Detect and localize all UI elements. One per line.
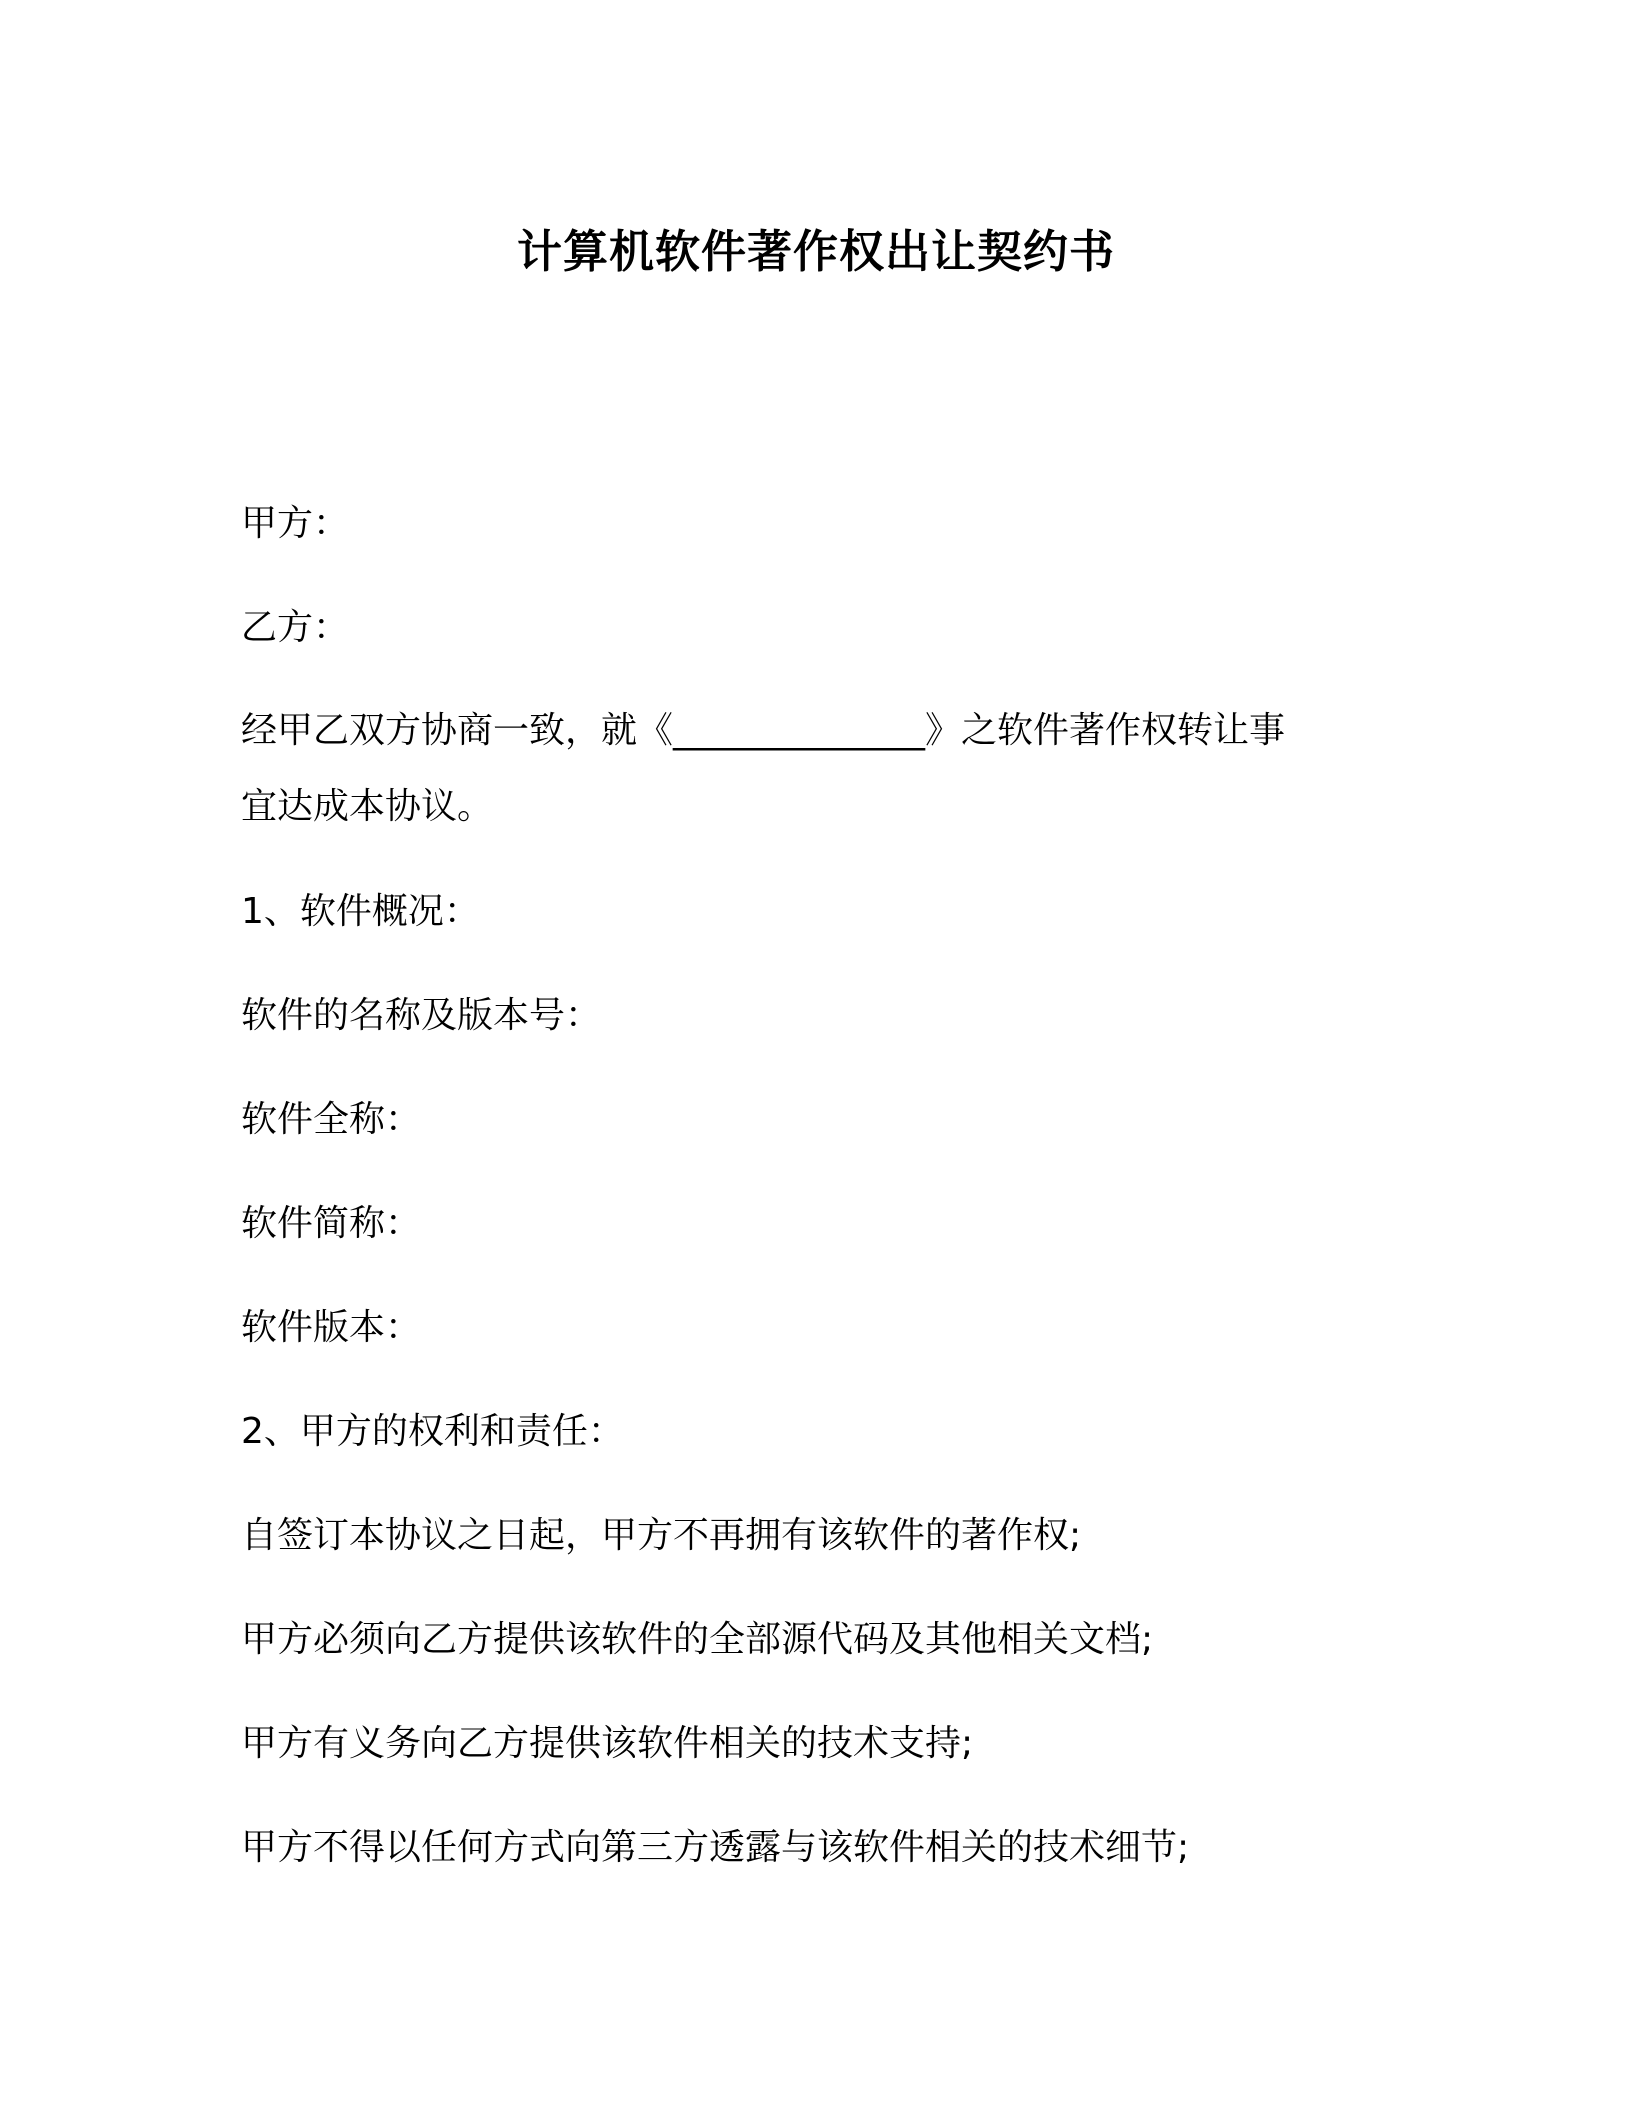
- agreement-intro-line2: 宜达成本协议。: [241, 786, 494, 827]
- software-short-name-label: 软件简称：: [241, 1203, 422, 1244]
- clause-2-3: 甲方有义务向乙方提供该软件相关的技术支持;: [241, 1723, 974, 1764]
- clause-2-2: 甲方必须向乙方提供该软件的全部源代码及其他相关文档;: [241, 1619, 1154, 1660]
- section-2-heading: 2、甲方的权利和责任：: [241, 1411, 624, 1452]
- agreement-intro-line1: 经甲乙双方协商一致，就《______________》之软件著作权转让事: [241, 710, 1286, 751]
- clause-2-4: 甲方不得以任何方式向第三方透露与该软件相关的技术细节;: [241, 1827, 1190, 1868]
- party-b-label: 乙方：: [241, 607, 350, 648]
- software-full-name-label: 软件全称：: [241, 1099, 422, 1140]
- section-1-heading: 1、软件概况：: [241, 891, 480, 932]
- party-a-label: 甲方：: [241, 503, 350, 544]
- software-version-label: 软件版本：: [241, 1307, 422, 1348]
- clause-2-1: 自签订本协议之日起，甲方不再拥有该软件的著作权;: [241, 1515, 1082, 1556]
- software-name-version-label: 软件的名称及版本号：: [241, 995, 602, 1036]
- document-title: 计算机软件著作权出让契约书: [516, 225, 1115, 278]
